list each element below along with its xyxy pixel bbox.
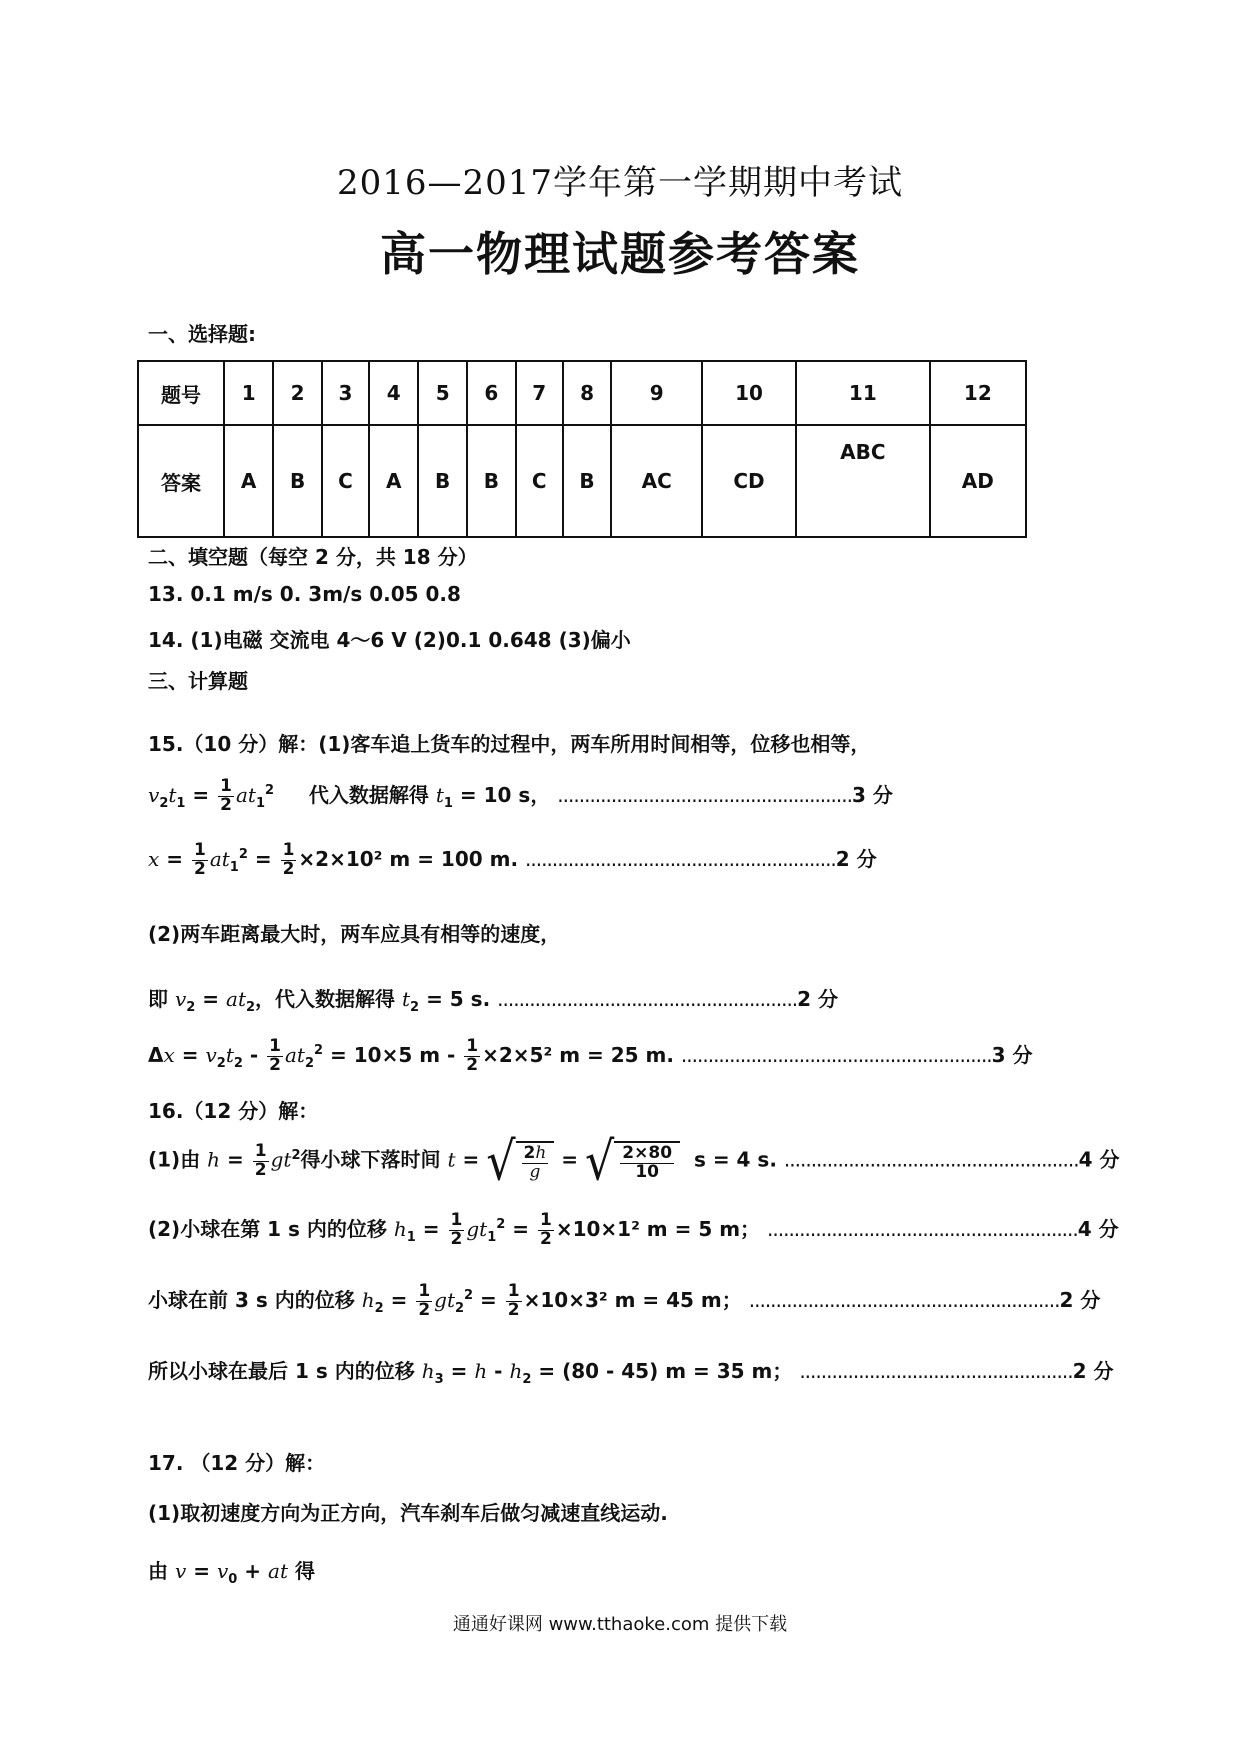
fraction-half: $\frac{1}{2}$ — [193, 840, 206, 879]
answer-table — [137, 360, 1027, 538]
question-number: 5 — [418, 361, 467, 425]
leader-dots: .......................................................... — [748, 1287, 1060, 1312]
q15-line2: x = $\frac{1}{2}$ $at_1^2$ = $\frac{1}{2}$ ×2×10² m = 100 m. ..........................................................2 分 — [148, 840, 877, 879]
q15-l2-points: 2 分 — [835, 846, 877, 871]
q15-l1-text: 代入数据解得 — [308, 782, 429, 807]
leader-dots: .......................................................... — [680, 1042, 992, 1067]
answer-cell: B — [467, 425, 516, 537]
answer-14: 14. (1)电磁 交流电 4～6 V (2)0.1 0.648 (3)偏小 — [148, 628, 631, 652]
q15-line1: $v_2t_1$ = $\frac{1}{2}$ $at_1^2$ 代入数据解得 $t_1 = 10$ s， .......................................................3 分 — [148, 776, 893, 815]
q15-l2-result: ×2×10² m = 100 m. — [298, 846, 519, 871]
q15-l5-points: 3 分 — [991, 1042, 1033, 1067]
question-number: 4 — [369, 361, 418, 425]
fraction-half: $\frac{1}{2}$ — [282, 840, 295, 879]
exam-subtitle: 高一物理试题参考答案 — [380, 227, 860, 281]
fraction-half: $\frac{1}{2}$ — [418, 1281, 431, 1320]
q16-l3-a: 小球在前 3 s 内的位移 — [148, 1287, 355, 1312]
question-number: 12 — [930, 361, 1026, 425]
answer-cell: CD — [702, 425, 796, 537]
leader-dots: .......................................................... — [525, 846, 836, 871]
q15-l5-end: ×2×5² m = 25 m. — [482, 1042, 674, 1067]
answer-cell: C — [322, 425, 369, 537]
answer-cell: B — [563, 425, 612, 537]
q16-line4: 所以小球在最后 1 s 内的位移 $h_3 = h - h_2 = (80 - 45) m = 35$ m； ...................................................2 分 — [148, 1359, 1114, 1387]
q16-l1-result: s = 4 s. — [693, 1147, 777, 1172]
q16-line2: (2)小球在第 1 s 内的位移 $h_1$ = $\frac{1}{2}$ $gt_1^2$ = $\frac{1}{2}$ ×10×1² m = 5 m； ..........................................................4 分 — [148, 1210, 1119, 1249]
q17-l2-a: 由 — [148, 1559, 168, 1583]
fraction-half: $\frac{1}{2}$ — [254, 1140, 267, 1180]
q15-l1-result: = 10 s， — [459, 782, 551, 807]
q16-l2-a: (2)小球在第 1 s 内的位移 — [148, 1216, 387, 1241]
fraction-half: $\frac{1}{2}$ — [539, 1210, 552, 1249]
q15-intro: 15.（10 分）解：(1)客车追上货车的过程中，两车所用时间相等，位移也相等， — [148, 732, 871, 756]
answer-cell: B — [418, 425, 467, 537]
sqrt-numeric: √ $\frac{2\times 80}{10}$ — [585, 1138, 680, 1184]
answer-label: 答案 — [138, 425, 224, 537]
answer-cell: ABC — [796, 425, 930, 537]
question-number: 3 — [322, 361, 369, 425]
q16-l1-b: 得小球下落时间 — [300, 1147, 441, 1172]
q16-line1: (1)由 h = $\frac{1}{2}$ $gt^2$得小球下落时间 t = √ $\frac{2h}{g}$ = √ $\frac{2\times 80}{10}$ s = 4 s. .......................................................4 分 — [148, 1129, 1120, 1193]
question-number: 7 — [516, 361, 563, 425]
question-number: 6 — [467, 361, 516, 425]
sqrt-2h-over-g: √ $\frac{2h}{g}$ — [486, 1138, 554, 1184]
q15-l4-a: 即 — [148, 987, 168, 1011]
leader-dots: ........................................................ — [497, 987, 798, 1011]
fraction-half: $\frac{1}{2}$ — [466, 1036, 479, 1075]
question-number-label: 题号 — [138, 361, 224, 425]
answer-cell: AC — [611, 425, 702, 537]
answer-cell: AD — [930, 425, 1026, 537]
q17-line1: (1)取初速度方向为正方向，汽车刹车后做匀减速直线运动. — [148, 1501, 668, 1525]
q16-l4-points: 2 分 — [1072, 1359, 1114, 1383]
q16-l1-a: (1)由 — [148, 1147, 201, 1172]
q15-l4-points: 2 分 — [797, 987, 839, 1011]
q15-l5-mid: = 10×5 m - — [330, 1042, 456, 1067]
leader-dots: ....................................................... — [783, 1147, 1079, 1172]
answer-cell: A — [369, 425, 418, 537]
fraction-half: $\frac{1}{2}$ — [269, 1036, 281, 1075]
q16-l4-a: 所以小球在最后 1 s 内的位移 — [148, 1359, 415, 1383]
exam-title: 2016—2017学年第一学期期中考试 — [336, 163, 904, 203]
q16-l3-points: 2 分 — [1059, 1287, 1101, 1312]
answer-cell: A — [224, 425, 273, 537]
q16-line3: 小球在前 3 s 内的位移 $h_2$ = $\frac{1}{2}$ $gt_2^2$ = $\frac{1}{2}$ ×10×3² m = 45 m； ..........................................................2 分 — [148, 1281, 1101, 1320]
question-number: 1 — [224, 361, 273, 425]
q15-l4-b: ，代入数据解得 — [255, 987, 396, 1011]
leader-dots: .......................................................... — [767, 1216, 1078, 1241]
table-row — [138, 361, 1026, 425]
leader-dots: ................................................... — [799, 1359, 1073, 1383]
q16-intro: 16.（12 分）解： — [148, 1099, 319, 1123]
answer-13: 13. 0.1 m/s 0. 3m/s 0.05 0.8 — [148, 582, 461, 606]
section2-heading: 二、填空题（每空 2 分，共 18 分） — [148, 545, 478, 569]
leader-dots: ....................................................... — [557, 782, 852, 807]
fraction-half: $\frac{1}{2}$ — [220, 776, 232, 815]
q15-line3: (2)两车距离最大时，两车应具有相等的速度， — [148, 922, 561, 946]
q15-line4: 即 $v_2 = at_2$，代入数据解得 $t_2 = 5$ s. ........................................................2 分 — [148, 987, 839, 1015]
table-row — [138, 425, 1026, 537]
answer-cell: B — [273, 425, 322, 537]
q15-line5: $\Delta x = v_2t_2$ - $\frac{1}{2}$ $at_2^2 = 10\times 5$ m - $\frac{1}{2}$ ×2×5² m = 25 m. ..........................................................3 分 — [148, 1036, 1033, 1075]
question-number: 9 — [611, 361, 702, 425]
section1-heading: 一、选择题: — [148, 322, 256, 346]
section3-heading: 三、计算题 — [148, 669, 248, 693]
q16-l2-result: ×10×1² m = 5 m； — [555, 1216, 761, 1241]
fraction-half: $\frac{1}{2}$ — [507, 1281, 520, 1320]
q17-line2: 由 $v = v_0$ + at 得 — [148, 1559, 315, 1587]
q15-l1-points: 3 分 — [851, 782, 893, 807]
q16-l1-points: 4 分 — [1078, 1147, 1120, 1172]
q15-l4-c: = 5 s. — [426, 987, 491, 1011]
answer-cell: C — [516, 425, 563, 537]
q17-l2-b: 得 — [294, 1559, 315, 1583]
q16-l4-result: = (80 - 45) m = 35 m； — [538, 1359, 793, 1383]
question-number: 8 — [563, 361, 612, 425]
question-number: 11 — [796, 361, 930, 425]
question-number: 10 — [702, 361, 796, 425]
question-number: 2 — [273, 361, 322, 425]
q17-intro: 17. （12 分）解： — [148, 1451, 326, 1475]
q16-l3-result: ×10×3² m = 45 m； — [523, 1287, 742, 1312]
fraction-half: $\frac{1}{2}$ — [450, 1210, 463, 1249]
q16-l2-points: 4 分 — [1077, 1216, 1119, 1241]
footer-download-note: 通通好课网 www.tthaoke.com 提供下载 — [452, 1614, 788, 1635]
